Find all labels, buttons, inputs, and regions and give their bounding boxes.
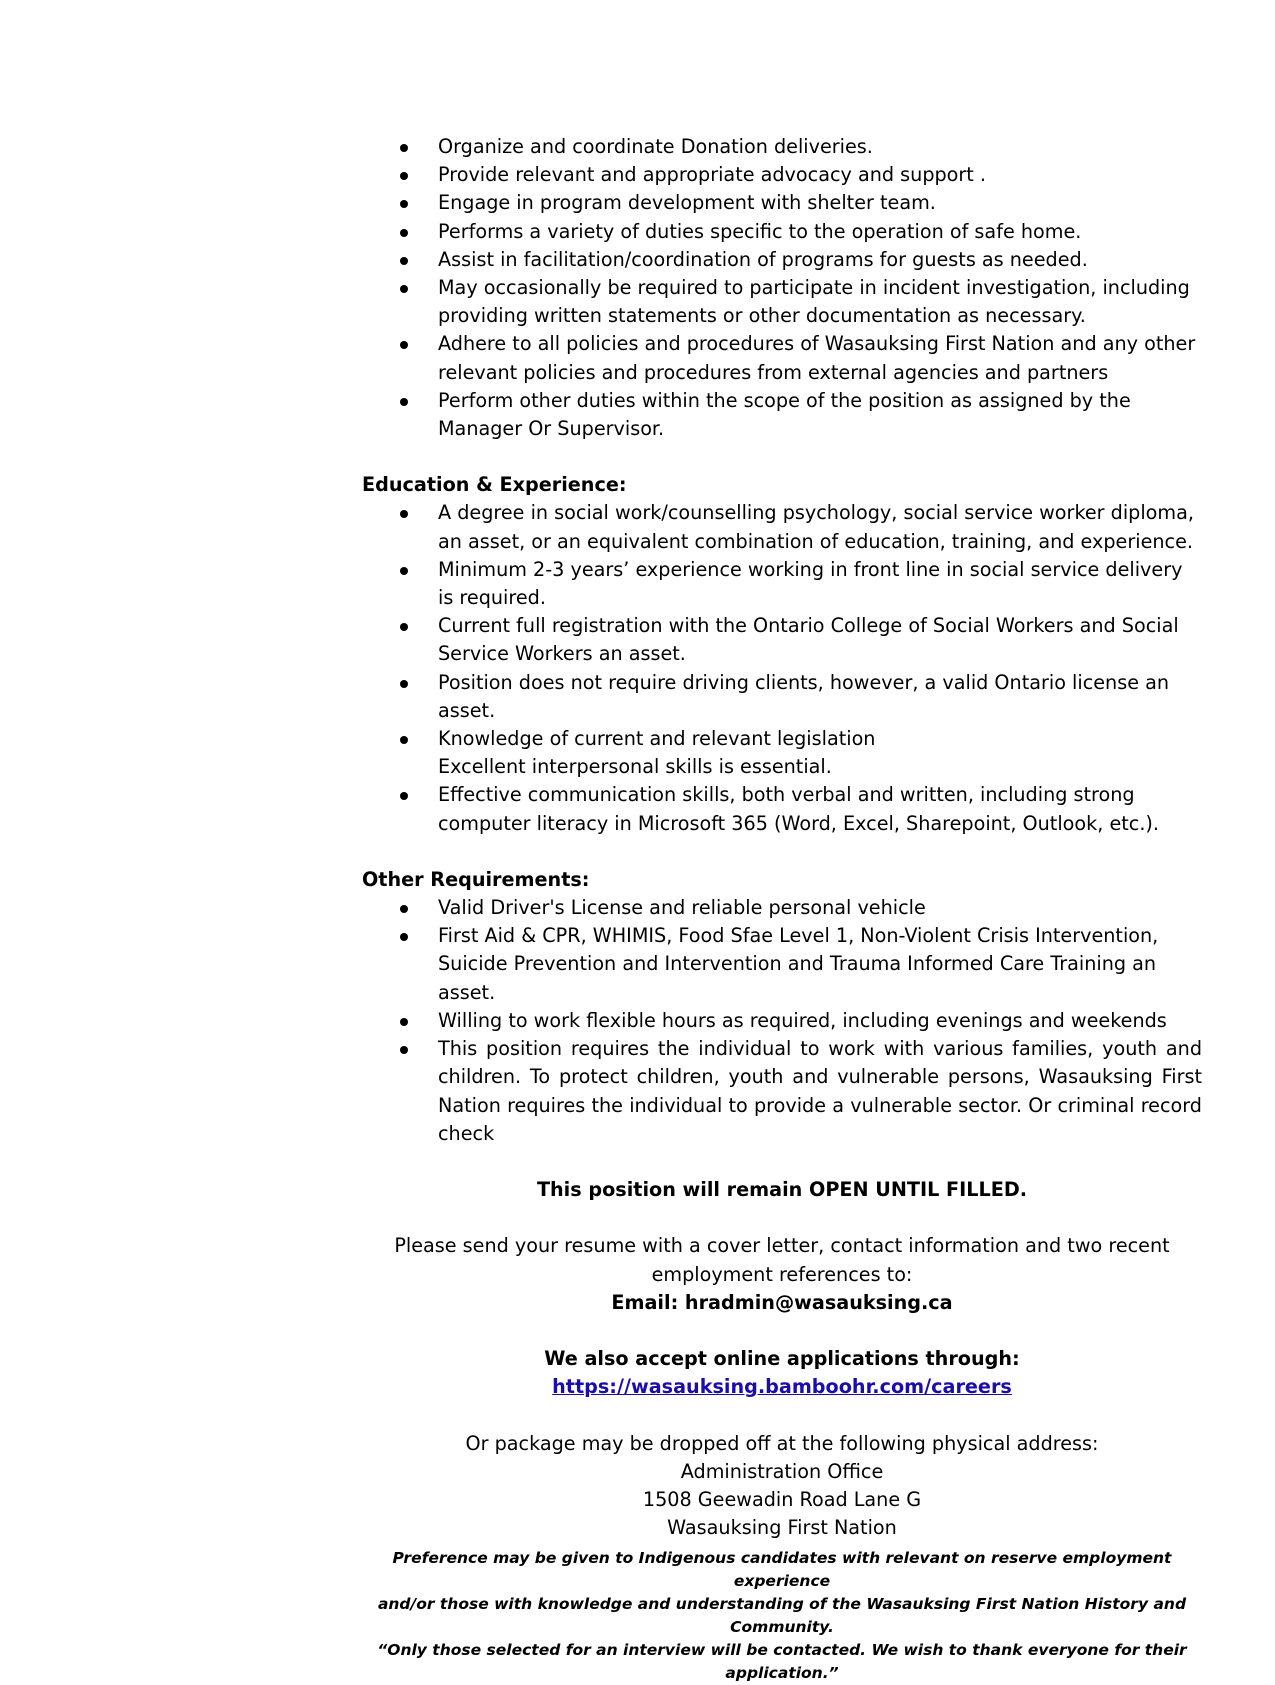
- bullet-icon: [400, 905, 408, 913]
- bullet-icon: [400, 567, 408, 575]
- bullet-icon: [400, 623, 408, 631]
- careers-link[interactable]: https://wasauksing.bamboohr.com/careers: [552, 1375, 1012, 1399]
- footer-line-3: “Only those selected for an interview will be contacted. We wish to thank everyone for their application.”: [377, 1640, 1187, 1682]
- other-requirements-heading: Other Requirements:: [362, 867, 590, 891]
- package-dropoff-line: Or package may be dropped off at the following physical address:: [465, 1431, 1099, 1455]
- list-item: Provide relevant and appropriate advocacy and support .: [362, 161, 1202, 189]
- list-item: Position does not require driving clients, however, a valid Ontario license an asset.: [362, 669, 1202, 725]
- closing-section: [362, 1176, 1202, 1543]
- bullet-icon: [400, 229, 408, 237]
- footer-notice: [362, 1547, 1202, 1685]
- list-item: Organize and coordinate Donation deliveries.: [362, 133, 1202, 161]
- send-instructions-line2: employment references to:: [651, 1262, 913, 1286]
- list-item: Current full registration with the Ontario College of Social Workers and Social Service Workers an asset.: [362, 612, 1202, 668]
- bullet-icon: [400, 510, 408, 518]
- list-item: A degree in social work/counselling psychology, social service worker diploma, an asset, or an equivalent combination of education, training, and experience.: [362, 499, 1202, 555]
- list-item: Assist in facilitation/coordination of programs for guests as needed.: [362, 246, 1202, 274]
- other-requirements-list: [362, 894, 1202, 1148]
- education-list: [362, 499, 1202, 837]
- list-item: Performs a variety of duties specific to the operation of safe home.: [362, 218, 1202, 246]
- list-item: May occasionally be required to participate in incident investigation, including providing written statements or other documentation as necessary.: [362, 274, 1202, 330]
- address-line-2: 1508 Geewadin Road Lane G: [642, 1488, 922, 1512]
- job-posting-page: [362, 133, 1202, 1685]
- footer-line-2: and/or those with knowledge and understanding of the Wasauksing First Nation History and Community.: [377, 1594, 1187, 1636]
- address-line-3: Wasauksing First Nation: [667, 1516, 897, 1540]
- bullet-icon: [400, 285, 408, 293]
- bullet-icon: [400, 341, 408, 349]
- list-item: Knowledge of current and relevant legislation Excellent interpersonal skills is essential.: [362, 725, 1202, 781]
- bullet-icon: [400, 172, 408, 180]
- list-item: Valid Driver's License and reliable personal vehicle: [362, 894, 1202, 922]
- bullet-icon: [400, 680, 408, 688]
- bullet-icon: [400, 1046, 408, 1054]
- bullet-icon: [400, 933, 408, 941]
- bullet-icon: [400, 398, 408, 406]
- open-until-filled: This position will remain OPEN UNTIL FILLED.: [536, 1177, 1028, 1201]
- list-item: Adhere to all policies and procedures of Wasauksing First Nation and any other relevant policies and procedures from external agencies and partners: [362, 330, 1202, 386]
- bullet-icon: [400, 144, 408, 152]
- list-item: This position requires the individual to work with various families, youth and children. To protect children, youth and vulnerable persons, Wasauksing First Nation requires the individual to provide a vulnerable sector. Or criminal record check: [362, 1035, 1202, 1148]
- bullet-icon: [400, 792, 408, 800]
- list-item: Perform other duties within the scope of the position as assigned by the Manager Or Supervisor.: [362, 387, 1202, 443]
- send-instructions-line1: Please send your resume with a cover letter, contact information and two recent: [394, 1234, 1170, 1258]
- list-item: Engage in program development with shelter team.: [362, 189, 1202, 217]
- footer-line-1: Preference may be given to Indigenous candidates with relevant on reserve employment experience: [392, 1548, 1172, 1590]
- list-item: First Aid & CPR, WHIMIS, Food Sfae Level 1, Non-Violent Crisis Intervention, Suicide Prevention and Intervention and Trauma Informed Care Training an asset.: [362, 922, 1202, 1007]
- duties-list: [362, 133, 1202, 443]
- bullet-icon: [400, 736, 408, 744]
- bullet-icon: [400, 1018, 408, 1026]
- list-item: Willing to work flexible hours as required, including evenings and weekends: [362, 1007, 1202, 1035]
- interpersonal-line: Excellent interpersonal skills is essential.: [438, 755, 832, 779]
- bullet-icon: [400, 200, 408, 208]
- bullet-icon: [400, 257, 408, 265]
- education-heading: Education & Experience:: [362, 473, 627, 497]
- list-item: Effective communication skills, both verbal and written, including strong computer literacy in Microsoft 365 (Word, Excel, Sharepoint, Outlook, etc.).: [362, 781, 1202, 837]
- list-item: Minimum 2-3 years’ experience working in front line in social service delivery is required.: [362, 556, 1202, 612]
- email-contact: Email: hradmin@wasauksing.ca: [611, 1290, 953, 1314]
- address-line-1: Administration Office: [680, 1459, 884, 1483]
- online-applications-heading: We also accept online applications through:: [544, 1347, 1020, 1371]
